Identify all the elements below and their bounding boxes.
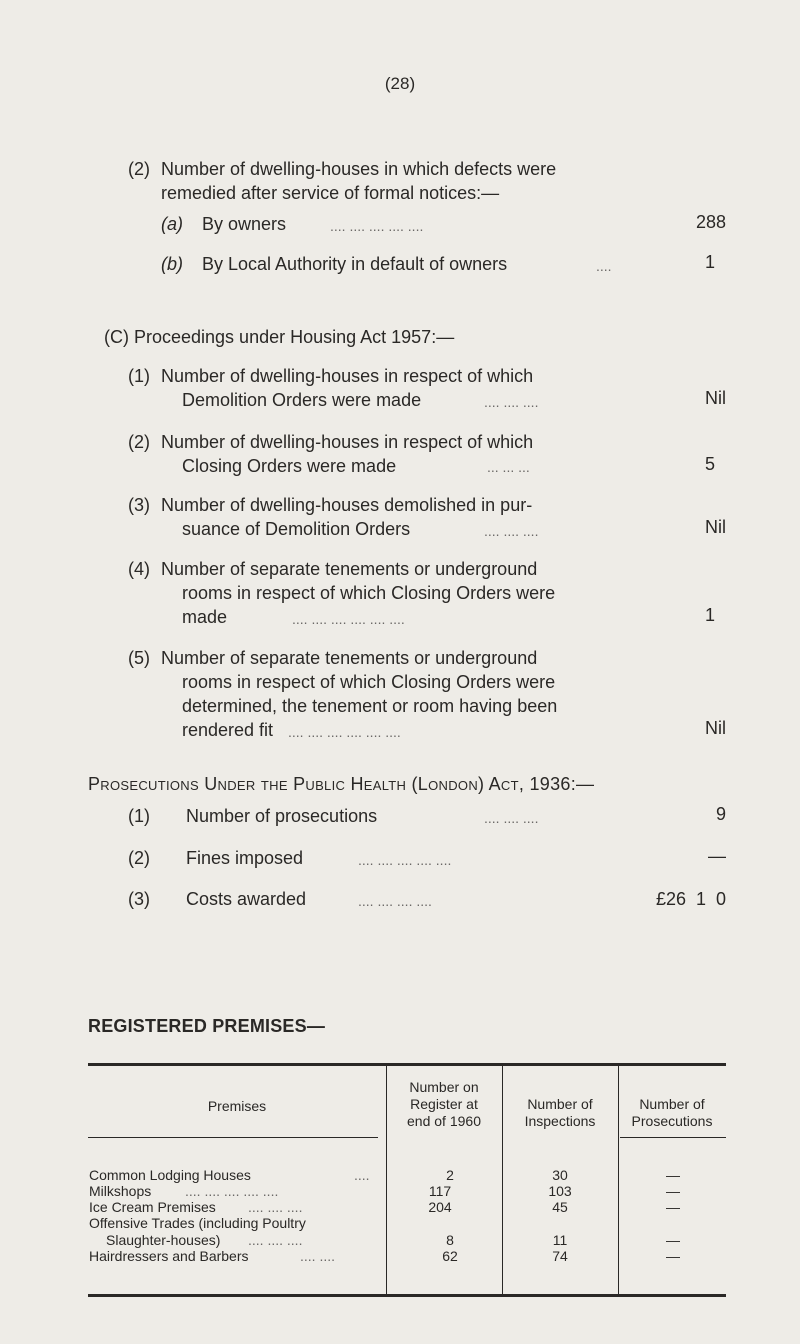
c4-line3: made [182, 607, 228, 627]
table-row-6-dots: .... .... [300, 1248, 336, 1264]
col-header-register-line3: end of 1960 [407, 1113, 481, 1129]
prosecution-1-value: 9 [715, 804, 726, 824]
table-row-2-dots: .... .... .... .... .... [185, 1183, 279, 1199]
table-row-2-inspections: 103 [548, 1183, 572, 1199]
table-row-3-register: 204 [428, 1199, 452, 1215]
c1-dots: .... .... .... [484, 394, 539, 410]
c3-value: Nil [705, 517, 726, 537]
table-row-1-register: 2 [446, 1167, 454, 1183]
c2-line1: Number of dwelling-houses in respect of which [161, 432, 534, 452]
table-row-5-inspections: 11 [552, 1232, 568, 1248]
c2-value: 5 [704, 454, 715, 474]
table-row-5-premises: Slaughter-houses) [106, 1232, 221, 1248]
prosecutions-heading: Prosecutions Under the Public Health (London) Act, 1936:— [88, 774, 595, 794]
b2-text-line2: remedied after service of formal notices:— [161, 183, 500, 203]
prosecution-1-text: Number of prosecutions [186, 806, 378, 826]
prosecution-1-dots: .... .... .... [484, 810, 539, 826]
prosecution-2-text: Fines imposed [186, 848, 304, 868]
registered-heading: REGISTERED PREMISES— [88, 1016, 326, 1036]
b2-label: (2) [128, 159, 150, 179]
c4-line1: Number of separate tenements or underground [161, 559, 538, 579]
c1-value: Nil [705, 388, 726, 408]
b2-item-a-value: 288 [695, 212, 726, 232]
c2-line2: Closing Orders were made [182, 456, 397, 476]
prosecution-2-value: — [708, 846, 726, 866]
c5-label: (5) [128, 648, 150, 668]
table-row-5-prosecutions: — [666, 1232, 680, 1248]
b2-item-b-label: (b) [161, 254, 183, 274]
prosecution-3-text: Costs awarded [186, 889, 307, 909]
b2-item-a-text: By owners [202, 214, 287, 234]
table-row-3-dots: .... .... .... [248, 1199, 303, 1215]
col-header-inspections-line2: Inspections [524, 1113, 596, 1129]
c5-line4: rendered fit [182, 720, 274, 740]
table-row-6-inspections: 74 [552, 1248, 568, 1264]
c1-label: (1) [128, 366, 150, 386]
table-row-2-prosecutions: — [666, 1183, 680, 1199]
c2-label: (2) [128, 432, 150, 452]
table-row-3-premises: Ice Cream Premises [89, 1199, 216, 1215]
table-row-5-dots: .... .... .... [248, 1232, 303, 1248]
table-row-5-register: 8 [446, 1232, 454, 1248]
c2-dots: ... ... ... [487, 459, 530, 475]
table-row-6-prosecutions: — [666, 1248, 680, 1264]
prosecution-3-dots: .... .... .... .... [358, 893, 432, 909]
table-row-2-premises: Milkshops [89, 1183, 152, 1199]
c5-line1: Number of separate tenements or underground [161, 648, 538, 668]
table-row-6-register: 62 [442, 1248, 458, 1264]
prosecution-2-dots: .... .... .... .... .... [358, 852, 452, 868]
col-header-register-line2: Register at [410, 1096, 478, 1112]
col-header-register-line1: Number on [409, 1079, 479, 1095]
table-row-3-prosecutions: — [666, 1199, 680, 1215]
col-header-premises: Premises [207, 1098, 267, 1114]
table-header-rule-right [620, 1137, 726, 1138]
prosecution-3-value: £26 1 0 [655, 889, 726, 909]
c4-label: (4) [128, 559, 150, 579]
table-row-1-prosecutions: — [666, 1167, 680, 1183]
prosecution-3-label: (3) [128, 889, 150, 909]
b2-text-line1: Number of dwelling-houses in which defects were [161, 159, 557, 179]
col-header-register [386, 1079, 502, 1130]
table-row-1-inspections: 30 [552, 1167, 568, 1183]
section-c-heading: (C) Proceedings under Housing Act 1957:— [104, 327, 455, 347]
table-row-6-premises: Hairdressers and Barbers [89, 1248, 249, 1264]
c5-value: Nil [705, 718, 726, 738]
c5-dots: .... .... .... .... .... .... [288, 724, 401, 740]
col-header-prosecutions-line1: Number of [639, 1096, 705, 1112]
c4-value: 1 [704, 605, 715, 625]
b2-item-a-label: (a) [161, 214, 183, 234]
c4-line2: rooms in respect of which Closing Orders were [182, 583, 556, 603]
c3-label: (3) [128, 495, 150, 515]
c4-dots: .... .... .... .... .... .... [292, 611, 405, 627]
table-top-rule [88, 1063, 726, 1066]
table-row-1-premises: Common Lodging Houses [89, 1167, 251, 1183]
table-row-3-inspections: 45 [552, 1199, 568, 1215]
b2-item-a-dots: .... .... .... .... .... [330, 218, 424, 234]
c3-line2: suance of Demolition Orders [182, 519, 411, 539]
col-header-prosecutions-line2: Prosecutions [631, 1113, 713, 1129]
table-row-2-register: 117 [428, 1183, 452, 1199]
table-header-rule-left [88, 1137, 378, 1138]
table-row-4-premises: Offensive Trades (including Poultry [89, 1215, 306, 1231]
col-header-prosecutions [618, 1096, 726, 1130]
c5-line2: rooms in respect of which Closing Orders were [182, 672, 556, 692]
c5-line3: determined, the tenement or room having been [182, 696, 558, 716]
prosecution-1-label: (1) [128, 806, 150, 826]
c1-line2: Demolition Orders were made [182, 390, 422, 410]
c3-line1: Number of dwelling-houses demolished in pur- [161, 495, 533, 515]
table-bottom-rule [88, 1294, 726, 1297]
table-row-1-dots: .... [354, 1167, 370, 1183]
b2-item-b-dots: .... [596, 258, 612, 274]
prosecution-2-label: (2) [128, 848, 150, 868]
b2-item-b-value: 1 [704, 252, 715, 272]
b2-item-b-text: By Local Authority in default of owners [202, 254, 508, 274]
col-header-inspections [502, 1096, 618, 1130]
col-header-inspections-line1: Number of [527, 1096, 593, 1112]
page-number: (28) [384, 74, 416, 93]
c3-dots: .... .... .... [484, 523, 539, 539]
c1-line1: Number of dwelling-houses in respect of which [161, 366, 534, 386]
